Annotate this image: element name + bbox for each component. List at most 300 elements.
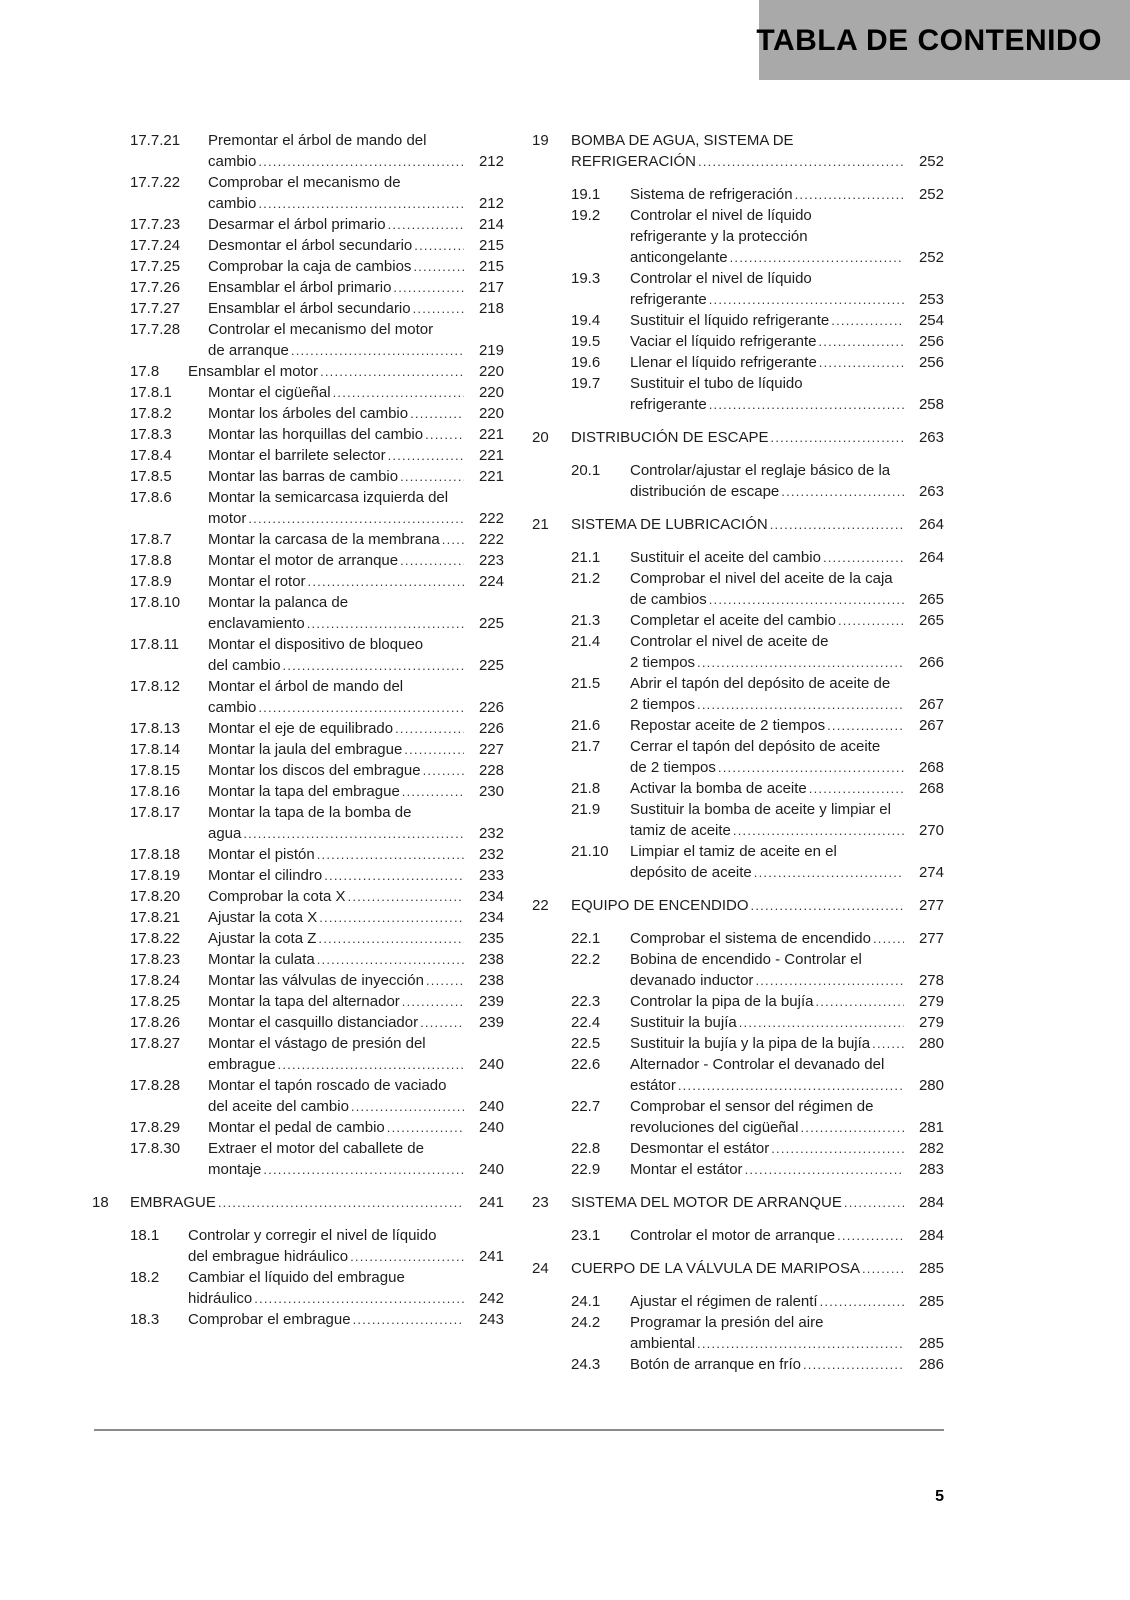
toc-entry[interactable] bbox=[92, 907, 504, 928]
toc-entry-last-line bbox=[630, 1159, 944, 1180]
toc-entry-title bbox=[208, 466, 504, 487]
toc-entry-line: Extraer el motor del caballete de bbox=[208, 1140, 424, 1157]
toc-entry-page: 279 bbox=[918, 993, 944, 1010]
toc-entry-last-line bbox=[630, 928, 944, 949]
toc-entry-number: 18.3 bbox=[130, 1311, 160, 1328]
toc-entry-title bbox=[208, 1033, 504, 1075]
dot-leader bbox=[844, 1192, 904, 1213]
toc-entry[interactable] bbox=[92, 1075, 504, 1117]
dot-leader bbox=[697, 1333, 904, 1354]
toc-entry-page: 267 bbox=[918, 696, 944, 713]
toc-entry[interactable] bbox=[92, 781, 504, 802]
toc-entry[interactable] bbox=[532, 568, 944, 610]
toc-entry-number: 24 bbox=[532, 1260, 549, 1277]
toc-entry-last-line bbox=[630, 1012, 944, 1033]
toc-entry-line: Montar el rotor bbox=[208, 573, 306, 590]
toc-entry-number: 21.10 bbox=[571, 843, 609, 860]
toc-entry-title bbox=[630, 610, 944, 631]
toc-entry-last-line bbox=[571, 151, 944, 172]
toc-entry-last-line bbox=[630, 820, 944, 841]
toc-entry-line: Ajustar la cota X bbox=[208, 909, 318, 926]
toc-entry-page: 252 bbox=[918, 186, 944, 203]
toc-entry[interactable] bbox=[532, 352, 944, 373]
toc-entry-last-line bbox=[208, 655, 504, 676]
toc-entry-number: 24.1 bbox=[571, 1293, 601, 1310]
toc-entry-line: Comprobar el embrague bbox=[188, 1311, 351, 1328]
toc-entry-title bbox=[571, 895, 944, 916]
toc-entry-page: 281 bbox=[918, 1119, 944, 1136]
toc-entry-title bbox=[630, 841, 944, 883]
toc-entry-number: 17.8.17 bbox=[130, 804, 181, 821]
toc-entry-title bbox=[208, 319, 504, 361]
toc-entry[interactable] bbox=[532, 1096, 944, 1138]
toc-entry-line: Montar el pedal de cambio bbox=[208, 1119, 385, 1136]
toc-entry[interactable] bbox=[92, 928, 504, 949]
toc-entry-title bbox=[630, 1096, 944, 1138]
toc-entry-last-line bbox=[208, 508, 504, 529]
toc-entry-line: Montar el vástago de presión del bbox=[208, 1035, 426, 1052]
toc-entry-line: Montar la culata bbox=[208, 951, 315, 968]
toc-entry-title bbox=[208, 886, 504, 907]
toc-entry[interactable] bbox=[92, 1033, 504, 1075]
dot-leader bbox=[751, 895, 904, 916]
toc-entry-line: REFRIGERACIÓN bbox=[571, 153, 697, 170]
toc-entry-title bbox=[208, 1075, 504, 1117]
toc-entry[interactable] bbox=[532, 928, 944, 949]
toc-entry[interactable] bbox=[532, 1291, 944, 1312]
toc-entry-page: 252 bbox=[918, 153, 944, 170]
toc-entry-line: cambio bbox=[208, 153, 257, 170]
toc-entry[interactable] bbox=[92, 256, 504, 277]
dot-leader bbox=[423, 760, 464, 781]
toc-entry-page: 285 bbox=[918, 1335, 944, 1352]
toc-entry-number: 24.2 bbox=[571, 1314, 601, 1331]
toc-entry-number: 17.8.14 bbox=[130, 741, 181, 758]
toc-entry-page: 226 bbox=[478, 720, 504, 737]
toc-entry[interactable] bbox=[532, 373, 944, 415]
toc-entry-last-line bbox=[630, 991, 944, 1012]
toc-entry-page: 266 bbox=[918, 654, 944, 671]
toc-entry[interactable] bbox=[92, 886, 504, 907]
toc-entry[interactable] bbox=[532, 1054, 944, 1096]
toc-entry-line: Comprobar la cota X bbox=[208, 888, 346, 905]
toc-entry-last-line bbox=[188, 1246, 504, 1267]
toc-entry-last-line bbox=[208, 1012, 504, 1033]
toc-entry[interactable] bbox=[92, 277, 504, 298]
toc-entry-number: 20.1 bbox=[571, 462, 601, 479]
toc-entry-title bbox=[208, 487, 504, 529]
toc-entry-page: 220 bbox=[478, 363, 504, 380]
toc-entry[interactable] bbox=[92, 298, 504, 319]
toc-entry[interactable] bbox=[532, 799, 944, 841]
toc-entry-page: 268 bbox=[918, 759, 944, 776]
toc-entry-last-line bbox=[208, 1159, 504, 1180]
toc-entry-title bbox=[208, 970, 504, 991]
toc-entry-page: 256 bbox=[918, 354, 944, 371]
toc-entry-line: 2 tiempos bbox=[630, 654, 696, 671]
toc-entry-line: Montar el cigüeñal bbox=[208, 384, 331, 401]
toc-entry-page: 219 bbox=[478, 342, 504, 359]
toc-entry-last-line bbox=[630, 1354, 944, 1375]
header-bar bbox=[756, 0, 1130, 80]
toc-entry[interactable] bbox=[532, 1354, 944, 1375]
toc-entry-page: 215 bbox=[478, 258, 504, 275]
toc-entry-line: Montar las horquillas del cambio bbox=[208, 426, 424, 443]
toc-entry-line: BOMBA DE AGUA, SISTEMA DE bbox=[571, 132, 794, 149]
toc-entry-line: Alternador - Controlar el devanado del bbox=[630, 1056, 885, 1073]
toc-entry-page: 268 bbox=[918, 780, 944, 797]
dot-leader bbox=[353, 1309, 464, 1330]
toc-chapter-entry[interactable] bbox=[532, 427, 944, 448]
toc-entry[interactable] bbox=[532, 841, 944, 883]
toc-entry-page: 225 bbox=[478, 657, 504, 674]
toc-entry-title bbox=[208, 907, 504, 928]
toc-entry-title bbox=[630, 268, 944, 310]
toc-entry-page: 222 bbox=[478, 531, 504, 548]
toc-entry-number: 21.3 bbox=[571, 612, 601, 629]
toc-entry-number: 17.8.23 bbox=[130, 951, 181, 968]
toc-entry[interactable] bbox=[92, 865, 504, 886]
toc-entry-line: refrigerante bbox=[630, 396, 707, 413]
toc-entry-last-line bbox=[188, 1288, 504, 1309]
toc-entry-last-line bbox=[571, 514, 944, 535]
toc-entry[interactable] bbox=[92, 949, 504, 970]
toc-entry-line: montaje bbox=[208, 1161, 262, 1178]
toc-entry-title bbox=[208, 1117, 504, 1138]
toc-entry-last-line bbox=[571, 427, 944, 448]
toc-entry[interactable] bbox=[532, 1312, 944, 1354]
toc-entry-line: anticongelante bbox=[630, 249, 728, 266]
toc-entry-title bbox=[630, 1159, 944, 1180]
toc-entry-number: 19.2 bbox=[571, 207, 601, 224]
toc-entry-number: 17.7.27 bbox=[130, 300, 181, 317]
toc-entry[interactable] bbox=[92, 424, 504, 445]
toc-entry[interactable] bbox=[532, 1159, 944, 1180]
toc-entry-title bbox=[630, 1033, 944, 1054]
toc-entry[interactable] bbox=[532, 991, 944, 1012]
dot-leader bbox=[800, 1117, 904, 1138]
toc-entry-line: revoluciones del cigüeñal bbox=[630, 1119, 799, 1136]
toc-entry[interactable] bbox=[92, 970, 504, 991]
dot-leader bbox=[827, 715, 904, 736]
toc-entry-last-line bbox=[571, 1258, 944, 1279]
toc-entry[interactable] bbox=[92, 319, 504, 361]
toc-entry-line: Repostar aceite de 2 tiempos bbox=[630, 717, 826, 734]
toc-entry[interactable] bbox=[92, 760, 504, 781]
toc-entry-last-line bbox=[571, 1192, 944, 1213]
toc-entry-number: 17.8.6 bbox=[130, 489, 172, 506]
toc-entry-number: 17.8.3 bbox=[130, 426, 172, 443]
dot-leader bbox=[393, 277, 464, 298]
toc-entry[interactable] bbox=[92, 571, 504, 592]
toc-entry[interactable] bbox=[92, 1138, 504, 1180]
toc-entry-last-line bbox=[130, 1192, 504, 1213]
toc-entry-page: 242 bbox=[478, 1290, 504, 1307]
dot-leader bbox=[730, 247, 904, 268]
toc-chapter-entry[interactable] bbox=[532, 895, 944, 916]
toc-entry-page: 264 bbox=[918, 549, 944, 566]
toc-entry[interactable] bbox=[92, 634, 504, 676]
toc-entry-number: 21.2 bbox=[571, 570, 601, 587]
toc-entry-number: 17.7.24 bbox=[130, 237, 181, 254]
toc-entry-line: SISTEMA DEL MOTOR DE ARRANQUE bbox=[571, 1194, 842, 1211]
toc-entry-line: Comprobar el mecanismo de bbox=[208, 174, 401, 191]
toc-entry-number: 22.1 bbox=[571, 930, 601, 947]
toc-entry-line: Comprobar el sensor del régimen de bbox=[630, 1098, 874, 1115]
dot-leader bbox=[823, 547, 904, 568]
toc-entry[interactable] bbox=[92, 361, 504, 382]
dot-leader bbox=[258, 151, 464, 172]
dot-leader bbox=[402, 991, 464, 1012]
toc-entry-number: 21.5 bbox=[571, 675, 601, 692]
toc-entry[interactable] bbox=[532, 268, 944, 310]
toc-entry[interactable] bbox=[92, 676, 504, 718]
toc-entry-page: 220 bbox=[478, 384, 504, 401]
toc-chapter-entry[interactable] bbox=[532, 1258, 944, 1279]
toc-entry-number: 17.8.1 bbox=[130, 384, 172, 401]
toc-entry-last-line bbox=[188, 1309, 504, 1330]
toc-entry-line: depósito de aceite bbox=[630, 864, 752, 881]
dot-leader bbox=[678, 1075, 904, 1096]
toc-entry-last-line bbox=[208, 1117, 504, 1138]
toc-entry-title bbox=[208, 949, 504, 970]
toc-entry[interactable] bbox=[92, 529, 504, 550]
toc-entry-last-line bbox=[630, 1033, 944, 1054]
toc-entry-page: 226 bbox=[478, 699, 504, 716]
toc-entry[interactable] bbox=[92, 550, 504, 571]
toc-entry-line: Desmontar el árbol secundario bbox=[208, 237, 413, 254]
toc-entry-number: 17.8.7 bbox=[130, 531, 172, 548]
toc-entry-number: 18.2 bbox=[130, 1269, 160, 1286]
toc-entry[interactable] bbox=[92, 718, 504, 739]
toc-entry-last-line bbox=[630, 289, 944, 310]
toc-entry[interactable] bbox=[92, 802, 504, 844]
toc-column-left bbox=[92, 130, 504, 1330]
toc-entry[interactable] bbox=[92, 739, 504, 760]
toc-entry[interactable] bbox=[532, 778, 944, 799]
toc-entry-title bbox=[630, 1312, 944, 1354]
toc-entry-line: Sistema de refrigeración bbox=[630, 186, 793, 203]
dot-leader bbox=[404, 739, 464, 760]
toc-entry[interactable] bbox=[532, 331, 944, 352]
toc-entry[interactable] bbox=[532, 1138, 944, 1159]
toc-entry-title bbox=[630, 184, 944, 205]
toc-entry-page: 240 bbox=[478, 1098, 504, 1115]
toc-entry-number: 17.7.22 bbox=[130, 174, 181, 191]
toc-entry-title bbox=[208, 256, 504, 277]
toc-entry[interactable] bbox=[532, 673, 944, 715]
toc-entry[interactable] bbox=[92, 592, 504, 634]
toc-entry-last-line bbox=[208, 1054, 504, 1075]
toc-entry-number: 21.1 bbox=[571, 549, 601, 566]
toc-entry-line: Montar la tapa del embrague bbox=[208, 783, 400, 800]
toc-entry-page: 212 bbox=[478, 195, 504, 212]
toc-entry-page: 258 bbox=[918, 396, 944, 413]
toc-entry-title bbox=[630, 352, 944, 373]
toc-entry[interactable] bbox=[532, 205, 944, 268]
toc-entry-number: 17.8.13 bbox=[130, 720, 181, 737]
toc-entry[interactable] bbox=[92, 172, 504, 214]
dot-leader bbox=[837, 1225, 904, 1246]
dot-leader bbox=[698, 151, 904, 172]
toc-entry-number: 17.8.11 bbox=[130, 636, 179, 653]
dot-leader bbox=[308, 571, 464, 592]
dot-leader bbox=[770, 514, 904, 535]
toc-entry-line: Desmontar el estátor bbox=[630, 1140, 770, 1157]
toc-entry-page: 221 bbox=[478, 468, 504, 485]
dot-leader bbox=[809, 778, 904, 799]
dot-leader bbox=[718, 757, 904, 778]
toc-entry[interactable] bbox=[92, 1012, 504, 1033]
toc-entry[interactable] bbox=[532, 631, 944, 673]
toc-entry-line: CUERPO DE LA VÁLVULA DE MARIPOSA bbox=[571, 1260, 860, 1277]
toc-entry[interactable] bbox=[92, 1267, 504, 1309]
toc-entry-line: Montar el pistón bbox=[208, 846, 315, 863]
toc-entry-line: Bobina de encendido - Controlar el bbox=[630, 951, 862, 968]
toc-entry-page: 283 bbox=[918, 1161, 944, 1178]
toc-entry-line: refrigerante bbox=[630, 291, 707, 308]
toc-entry-last-line bbox=[208, 613, 504, 634]
dot-leader bbox=[831, 310, 904, 331]
toc-entry-title bbox=[630, 1225, 944, 1246]
dot-leader bbox=[426, 970, 464, 991]
toc-entry[interactable] bbox=[92, 487, 504, 529]
toc-entry-last-line bbox=[208, 823, 504, 844]
toc-entry-title bbox=[188, 361, 504, 382]
toc-entry-line: Comprobar el sistema de encendido bbox=[630, 930, 871, 947]
toc-entry-title bbox=[208, 1138, 504, 1180]
toc-entry[interactable] bbox=[92, 403, 504, 424]
toc-entry-page: 225 bbox=[478, 615, 504, 632]
toc-entry[interactable] bbox=[532, 736, 944, 778]
toc-entry-page: 232 bbox=[478, 846, 504, 863]
toc-entry-number: 19 bbox=[532, 132, 549, 149]
toc-entry[interactable] bbox=[532, 184, 944, 205]
toc-entry-line: Abrir el tapón del depósito de aceite de bbox=[630, 675, 891, 692]
toc-entry-number: 19.3 bbox=[571, 270, 601, 287]
toc-entry[interactable] bbox=[92, 466, 504, 487]
toc-entry-title bbox=[208, 781, 504, 802]
toc-entry-number: 17.7.26 bbox=[130, 279, 181, 296]
toc-entry[interactable] bbox=[532, 1033, 944, 1054]
toc-entry-number: 22.7 bbox=[571, 1098, 601, 1115]
toc-entry-number: 17.8.5 bbox=[130, 468, 172, 485]
toc-entry[interactable] bbox=[92, 235, 504, 256]
toc-entry[interactable] bbox=[92, 445, 504, 466]
toc-entry[interactable] bbox=[92, 991, 504, 1012]
dot-leader bbox=[388, 445, 464, 466]
dot-leader bbox=[733, 820, 904, 841]
toc-entry[interactable] bbox=[92, 214, 504, 235]
toc-entry-number: 22.4 bbox=[571, 1014, 601, 1031]
toc-entry-last-line bbox=[630, 1117, 944, 1138]
dot-leader bbox=[333, 382, 464, 403]
toc-entry-line: EMBRAGUE bbox=[130, 1194, 216, 1211]
toc-chapter-entry[interactable] bbox=[532, 130, 944, 172]
toc-entry[interactable] bbox=[532, 1012, 944, 1033]
toc-entry-title bbox=[208, 172, 504, 214]
toc-entry-page: 254 bbox=[918, 312, 944, 329]
toc-entry-last-line bbox=[630, 589, 944, 610]
dot-leader bbox=[248, 508, 464, 529]
toc-entry[interactable] bbox=[92, 1309, 504, 1330]
toc-entry[interactable] bbox=[532, 1225, 944, 1246]
toc-entry[interactable] bbox=[92, 1225, 504, 1267]
toc-entry[interactable] bbox=[532, 310, 944, 331]
toc-entry[interactable] bbox=[532, 460, 944, 502]
toc-entry-last-line bbox=[208, 886, 504, 907]
toc-entry-number: 17.8.10 bbox=[130, 594, 181, 611]
toc-entry-number: 17.8.4 bbox=[130, 447, 172, 464]
toc-entry-title bbox=[630, 310, 944, 331]
toc-entry-page: 280 bbox=[918, 1035, 944, 1052]
dot-leader bbox=[815, 991, 904, 1012]
dot-leader bbox=[410, 403, 464, 424]
toc-entry-page: 228 bbox=[478, 762, 504, 779]
toc-entry-number: 17.8.2 bbox=[130, 405, 172, 422]
toc-entry-page: 239 bbox=[478, 993, 504, 1010]
dot-leader bbox=[697, 652, 904, 673]
toc-entry-last-line bbox=[208, 928, 504, 949]
toc-entry[interactable] bbox=[532, 715, 944, 736]
toc-entry-line: Controlar el motor de arranque bbox=[630, 1227, 836, 1244]
toc-entry-line: Completar el aceite del cambio bbox=[630, 612, 836, 629]
toc-entry[interactable] bbox=[92, 130, 504, 172]
toc-entry-page: 233 bbox=[478, 867, 504, 884]
dot-leader bbox=[819, 331, 905, 352]
toc-entry-page: 264 bbox=[918, 516, 944, 533]
toc-entry-title bbox=[630, 205, 944, 268]
toc-entry-page: 265 bbox=[918, 591, 944, 608]
toc-entry-last-line bbox=[208, 907, 504, 928]
toc-entry[interactable] bbox=[92, 844, 504, 865]
toc-entry-line: Ensamblar el árbol secundario bbox=[208, 300, 411, 317]
toc-entry-last-line bbox=[208, 445, 504, 466]
toc-entry-last-line bbox=[630, 1075, 944, 1096]
toc-entry-number: 17.8.8 bbox=[130, 552, 172, 569]
toc-entry-title bbox=[630, 331, 944, 352]
dot-leader bbox=[395, 718, 464, 739]
toc-entry-line: del embrague hidráulico bbox=[188, 1248, 349, 1265]
toc-entry-line: Montar los árboles del cambio bbox=[208, 405, 409, 422]
toc-entry[interactable] bbox=[532, 547, 944, 568]
dot-leader bbox=[387, 1117, 464, 1138]
toc-entry-line: Montar el cilindro bbox=[208, 867, 323, 884]
toc-entry-line: Botón de arranque en frío bbox=[630, 1356, 801, 1373]
dot-leader bbox=[739, 1012, 904, 1033]
toc-entry[interactable] bbox=[92, 382, 504, 403]
toc-entry[interactable] bbox=[532, 610, 944, 631]
toc-entry-line: Montar las válvulas de inyección bbox=[208, 972, 424, 989]
toc-chapter-entry[interactable] bbox=[532, 514, 944, 535]
toc-entry-line: cambio bbox=[208, 195, 257, 212]
toc-entry-title bbox=[208, 571, 504, 592]
page-number: 5 bbox=[935, 1488, 944, 1505]
toc-entry-line: SISTEMA DE LUBRICACIÓN bbox=[571, 516, 768, 533]
toc-entry-title bbox=[208, 298, 504, 319]
dot-leader bbox=[819, 352, 904, 373]
toc-entry[interactable] bbox=[532, 949, 944, 991]
toc-entry[interactable] bbox=[92, 1117, 504, 1138]
toc-entry-title bbox=[208, 634, 504, 676]
toc-entry-number: 21.8 bbox=[571, 780, 601, 797]
dot-leader bbox=[442, 529, 464, 550]
toc-entry-page: 232 bbox=[478, 825, 504, 842]
dot-leader bbox=[258, 697, 464, 718]
toc-entry-number: 17.7.23 bbox=[130, 216, 181, 233]
toc-chapter-entry[interactable] bbox=[532, 1192, 944, 1213]
toc-chapter-entry[interactable] bbox=[92, 1192, 504, 1213]
